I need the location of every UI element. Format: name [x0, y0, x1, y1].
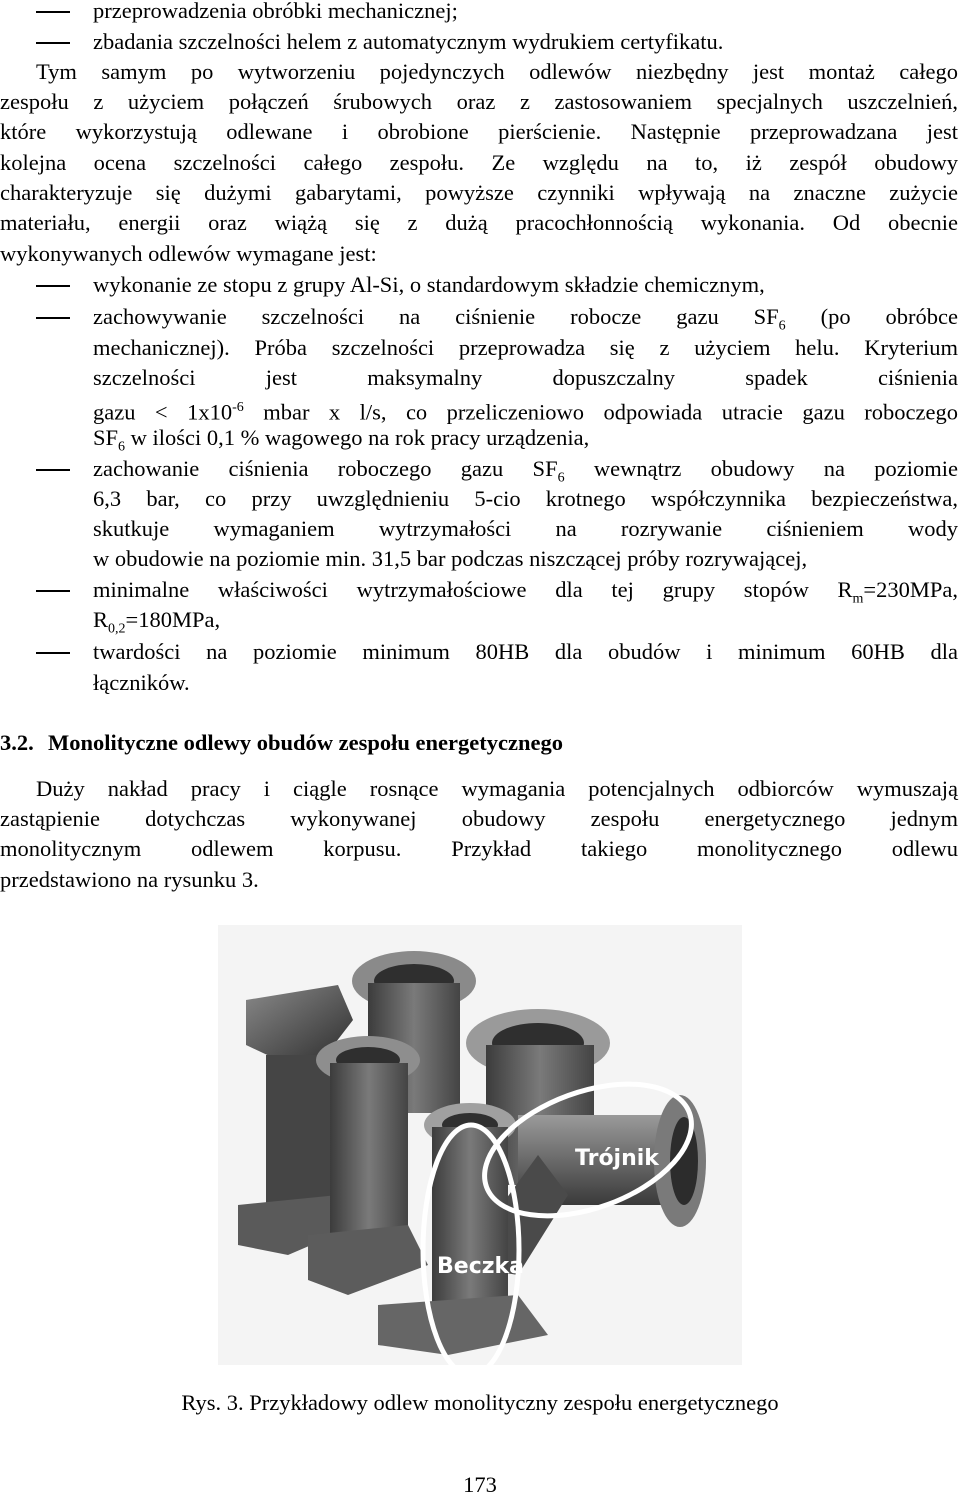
text-span: gazu < 1x10: [93, 399, 233, 425]
text-span: wewnątrz obudowy na poziomie: [564, 456, 958, 481]
paragraph-line: monolitycznym odlewem korpusu. Przykład takiego monolitycznego odlewu: [0, 836, 958, 861]
list-item: [36, 0, 926, 26]
section-number: 3.2.: [0, 730, 34, 755]
paragraph-line: które wykorzystują odlewane i obrobione pierścienie. Następnie przeprowadzana jest: [0, 119, 958, 144]
paragraph-line: Tym samym po wytworzeniu pojedynczych odlewów niezbędny jest montaż całego: [36, 59, 958, 84]
text-span: SF: [93, 425, 119, 450]
bullet-dash: [36, 590, 70, 592]
list-item-text: szczelności jest maksymalny dopuszczalny spadek ciśnienia: [93, 365, 958, 390]
list-item-text: przeprowadzenia obróbki mechanicznej;: [93, 0, 458, 23]
bullet-dash: [36, 42, 70, 44]
figure-caption: Rys. 3. Przykładowy odlew monolityczny zespołu energetycznego: [181, 1390, 779, 1415]
bullet-dash: [36, 469, 70, 471]
paragraph-line: Duży nakład pracy i ciągle rosnące wymagania potencjalnych odbiorców wymuszają: [36, 776, 958, 801]
list-item: [36, 27, 926, 57]
list-item-text: zbadania szczelności helem z automatycznym wydrukiem certyfikatu.: [93, 29, 724, 54]
text-span: zachowanie ciśnienia roboczego gazu SF: [93, 456, 558, 481]
bullet-dash: [36, 11, 70, 13]
bullet-dash: [36, 285, 70, 287]
paragraph-line: przedstawiono na rysunku 3.: [0, 867, 259, 892]
paragraph-line: materiału, energii oraz wiążą się z dużą pracochłonnością wykonania. Od obecnie: [0, 210, 958, 235]
subscript: 6: [557, 470, 565, 486]
text-span: w ilości 0,1 % wagowego na rok pracy urządzenia,: [125, 425, 590, 450]
text-span: =230MPa,: [863, 577, 958, 602]
paragraph-line: kolejna ocena szczelności całego zespołu. Ze względu na to, iż zespół obudowy: [0, 150, 958, 175]
label-trojnik: Trójnik: [575, 1146, 659, 1171]
text-span: zachowywanie szczelności na ciśnienie robocze gazu SF: [93, 304, 779, 329]
list-item-text: 6,3 bar, co przy uwzględnieniu 5-cio krotnego współczynnika bezpieczeństwa,: [93, 486, 958, 511]
page-number: 173: [463, 1472, 497, 1497]
list-item-text: twardości na poziomie minimum 80HB dla obudów i minimum 60HB dla: [93, 639, 958, 664]
list-item-text: [93, 575, 958, 615]
bullet-dash: [36, 317, 70, 319]
text-span: =180MPa,: [125, 607, 221, 632]
list-item-text: w obudowie na poziomie min. 31,5 bar podczas niszczącej próby rozrywającej,: [93, 546, 808, 571]
subscript: m: [852, 591, 864, 607]
subscript: 6: [118, 439, 126, 455]
paragraph-line: zespołu z użyciem połączeń śrubowych oraz z zastosowaniem specjalnych uszczelnień,: [0, 89, 958, 114]
text-span: R: [93, 607, 109, 632]
casting-render: [218, 925, 742, 1365]
text-span: minimalne właściwości wytrzymałościowe dla tej grupy stopów R: [93, 577, 853, 602]
section-title: Monolityczne odlewy obudów zespołu energetycznego: [48, 730, 563, 755]
casting-figure: [218, 925, 742, 1365]
text-span: mbar x l/s, co przeliczeniowo odpowiada utracie gazu roboczego: [243, 399, 958, 425]
superscript: -6: [232, 400, 244, 415]
paragraph-line: zastąpienie dotychczas wykonywanej obudowy zespołu energetycznego jednym: [0, 806, 958, 831]
subscript: 0,2: [108, 621, 126, 637]
subscript: 6: [778, 318, 786, 334]
list-item-text: wykonanie ze stopu z grupy Al-Si, o standardowym składzie chemicznym,: [93, 272, 765, 297]
bullet-dash: [36, 652, 70, 654]
barrel-front: [432, 1127, 508, 1317]
label-beczka: Beczka: [437, 1254, 525, 1279]
list-item-text: łączników.: [93, 670, 190, 695]
text-span: (po obróbce: [785, 304, 958, 329]
list-item-text: mechanicznej). Próba szczelności przeprowadza się z użyciem helu. Kryterium: [93, 335, 958, 360]
paragraph-line: charakteryzuje się dużymi gabarytami, powyższe czynniki wpływają na znaczne zużycie: [0, 180, 958, 205]
list-item-text: skutkuje wymaganiem wytrzymałości na rozrywanie ciśnieniem wody: [93, 516, 958, 541]
paragraph-line: wykonywanych odlewów wymagane jest:: [0, 241, 377, 266]
